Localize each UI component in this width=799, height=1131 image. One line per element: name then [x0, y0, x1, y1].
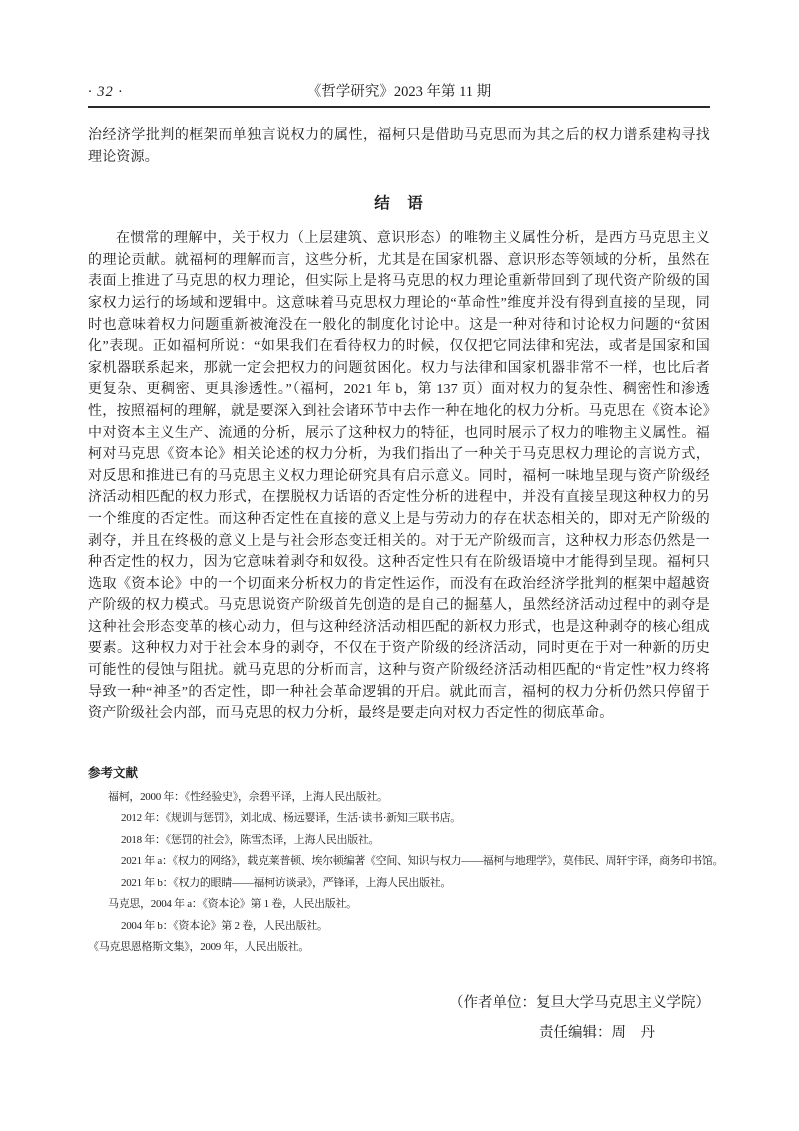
reference-item: 2018 年：《惩罚的社会》，陈雪杰译，上海人民出版社。 [121, 833, 380, 846]
header-divider [88, 106, 710, 108]
page-number: · 32 · [88, 84, 123, 100]
author-affiliation: （作者单位：复旦大学马克思主义学院） [449, 994, 710, 1011]
reference-item: 马克思，2004 年 a：《资本论》第 1 卷，人民出版社。 [108, 898, 357, 911]
reference-item: 福柯，2000 年：《性经验史》，佘碧平译，上海人民出版社。 [108, 790, 388, 803]
reference-item: 2021 年 a：《权力的网络》，载克莱普顿、埃尔顿编著《空间、知识与权力——福柯与地理学》，莫伟民、周轩宇译，商务印书馆。 [121, 855, 724, 868]
references-title: 参考文献 [88, 765, 139, 780]
references-section [88, 763, 724, 959]
reference-item: 《马克思恩格斯文集》，2009 年，人民出版社。 [88, 941, 310, 954]
responsible-editor: 责任编辑：周 丹 [539, 1024, 655, 1041]
running-header [88, 82, 710, 102]
section-title: 结 语 [374, 195, 424, 213]
journal-issue-title: 《哲学研究》2023 年第 11 期 [306, 84, 492, 100]
conclusion-paragraph: 在惯常的理解中，关于权力（上层建筑、意识形态）的唯物主义属性分析，是西方马克思主义的理论贡献。就福柯的理解而言，这些分析，尤其是在国家机器、意识形态等领域的分析，虽然在表面上推进了马克思的权力理论，但实际上是将马克思的权力理论重新带回到了现代资产阶级的国家权力运行的场域和逻辑中。这意味着马克思权力理论的“革命性”维度并没有得到直接的呈现，同时也意味着权力问题重新被淹没在一般化的制度化讨论中。这是一种对待和讨论权力问题的“贫困化”表现。正如福柯所说：“如果我们在看待权力的时候，仅仅把它同法律和宪法，或者是国家和国家机器联系起来，那就一定会把权力的问题贫困化。权力与法律和国家机器非常不一样，也比后者更复杂、更稠密、更具渗透性。”（福柯，2021 年 b，第 137 页）面对权力的复杂性、稠密性和渗透性，按照福柯的理解，就是要深入到社会诸环节中去作一种在地化的权力分析。马克思在《资本论》中对资本主义生产、流通的分析，展示了这种权力的特征，也同时展示了权力的唯物主义属性。福柯对马克思《资本论》相关论述的权力分析，为我们指出了一种关于马克思权力理论的言说方式，对反思和推进已有的马克思主义权力理论研究具有启示意义。同时，福柯一味地呈现与资产阶级经济活动相匹配的权力形式，在摆脱权力话语的否定性分析的进程中，并没有直接呈现这种权力的另一个维度的否定性。而这种否定性在直接的意义上是与劳动力的存在状态相关的，即对无产阶级的剥夺，并且在终极的意义上是与社会形态变迁相关的。对于无产阶级而言，这种权力形态仍然是一种否定性的权力，因为它意味着剥夺和奴役。这种否定性只有在阶级语境中才能得到呈现。福柯只选取《资本论》中的一个切面来分析权力的肯定性运作，而没有在政治经济学批判的框架中超越资产阶级的权力模式。马克思说资产阶级首先创造的是自己的掘墓人，虽然经济活动过程中的剥夺是这种社会形态变革的核心动力，但与这种经济活动相匹配的新权力形式，也是这种剥夺的核心组成要素。这种权力对于社会本身的剥夺，不仅在于资产阶级的经济活动，同时更在于对一种新的历史可能性的侵蚀与阻扰。就马克思的分析而言，这种与资产阶级经济活动相匹配的“肯定性”权力终将导致一种“神圣”的否定性，即一种社会革命逻辑的开启。就此而言，福柯的权力分析仍然只停留于资产阶级社会内部，而马克思的权力分析，最终是要走向对权力否定性的彻底革命。 [88, 231, 710, 722]
reference-item: 2021 年 b：《权力的眼睛——福柯访谈录》，严锋译，上海人民出版社。 [121, 876, 452, 889]
reference-item: 2012 年：《规训与惩罚》，刘北成、杨远婴译，生活·读书·新知三联书店。 [121, 812, 461, 825]
reference-item: 2004 年 b：《资本论》第 2 卷，人民出版社。 [121, 919, 328, 932]
carryover-paragraph: 治经济学批判的框架而单独言说权力的属性，福柯只是借助马克思而为其之后的权力谱系建构寻找理论资源。 [88, 128, 710, 165]
